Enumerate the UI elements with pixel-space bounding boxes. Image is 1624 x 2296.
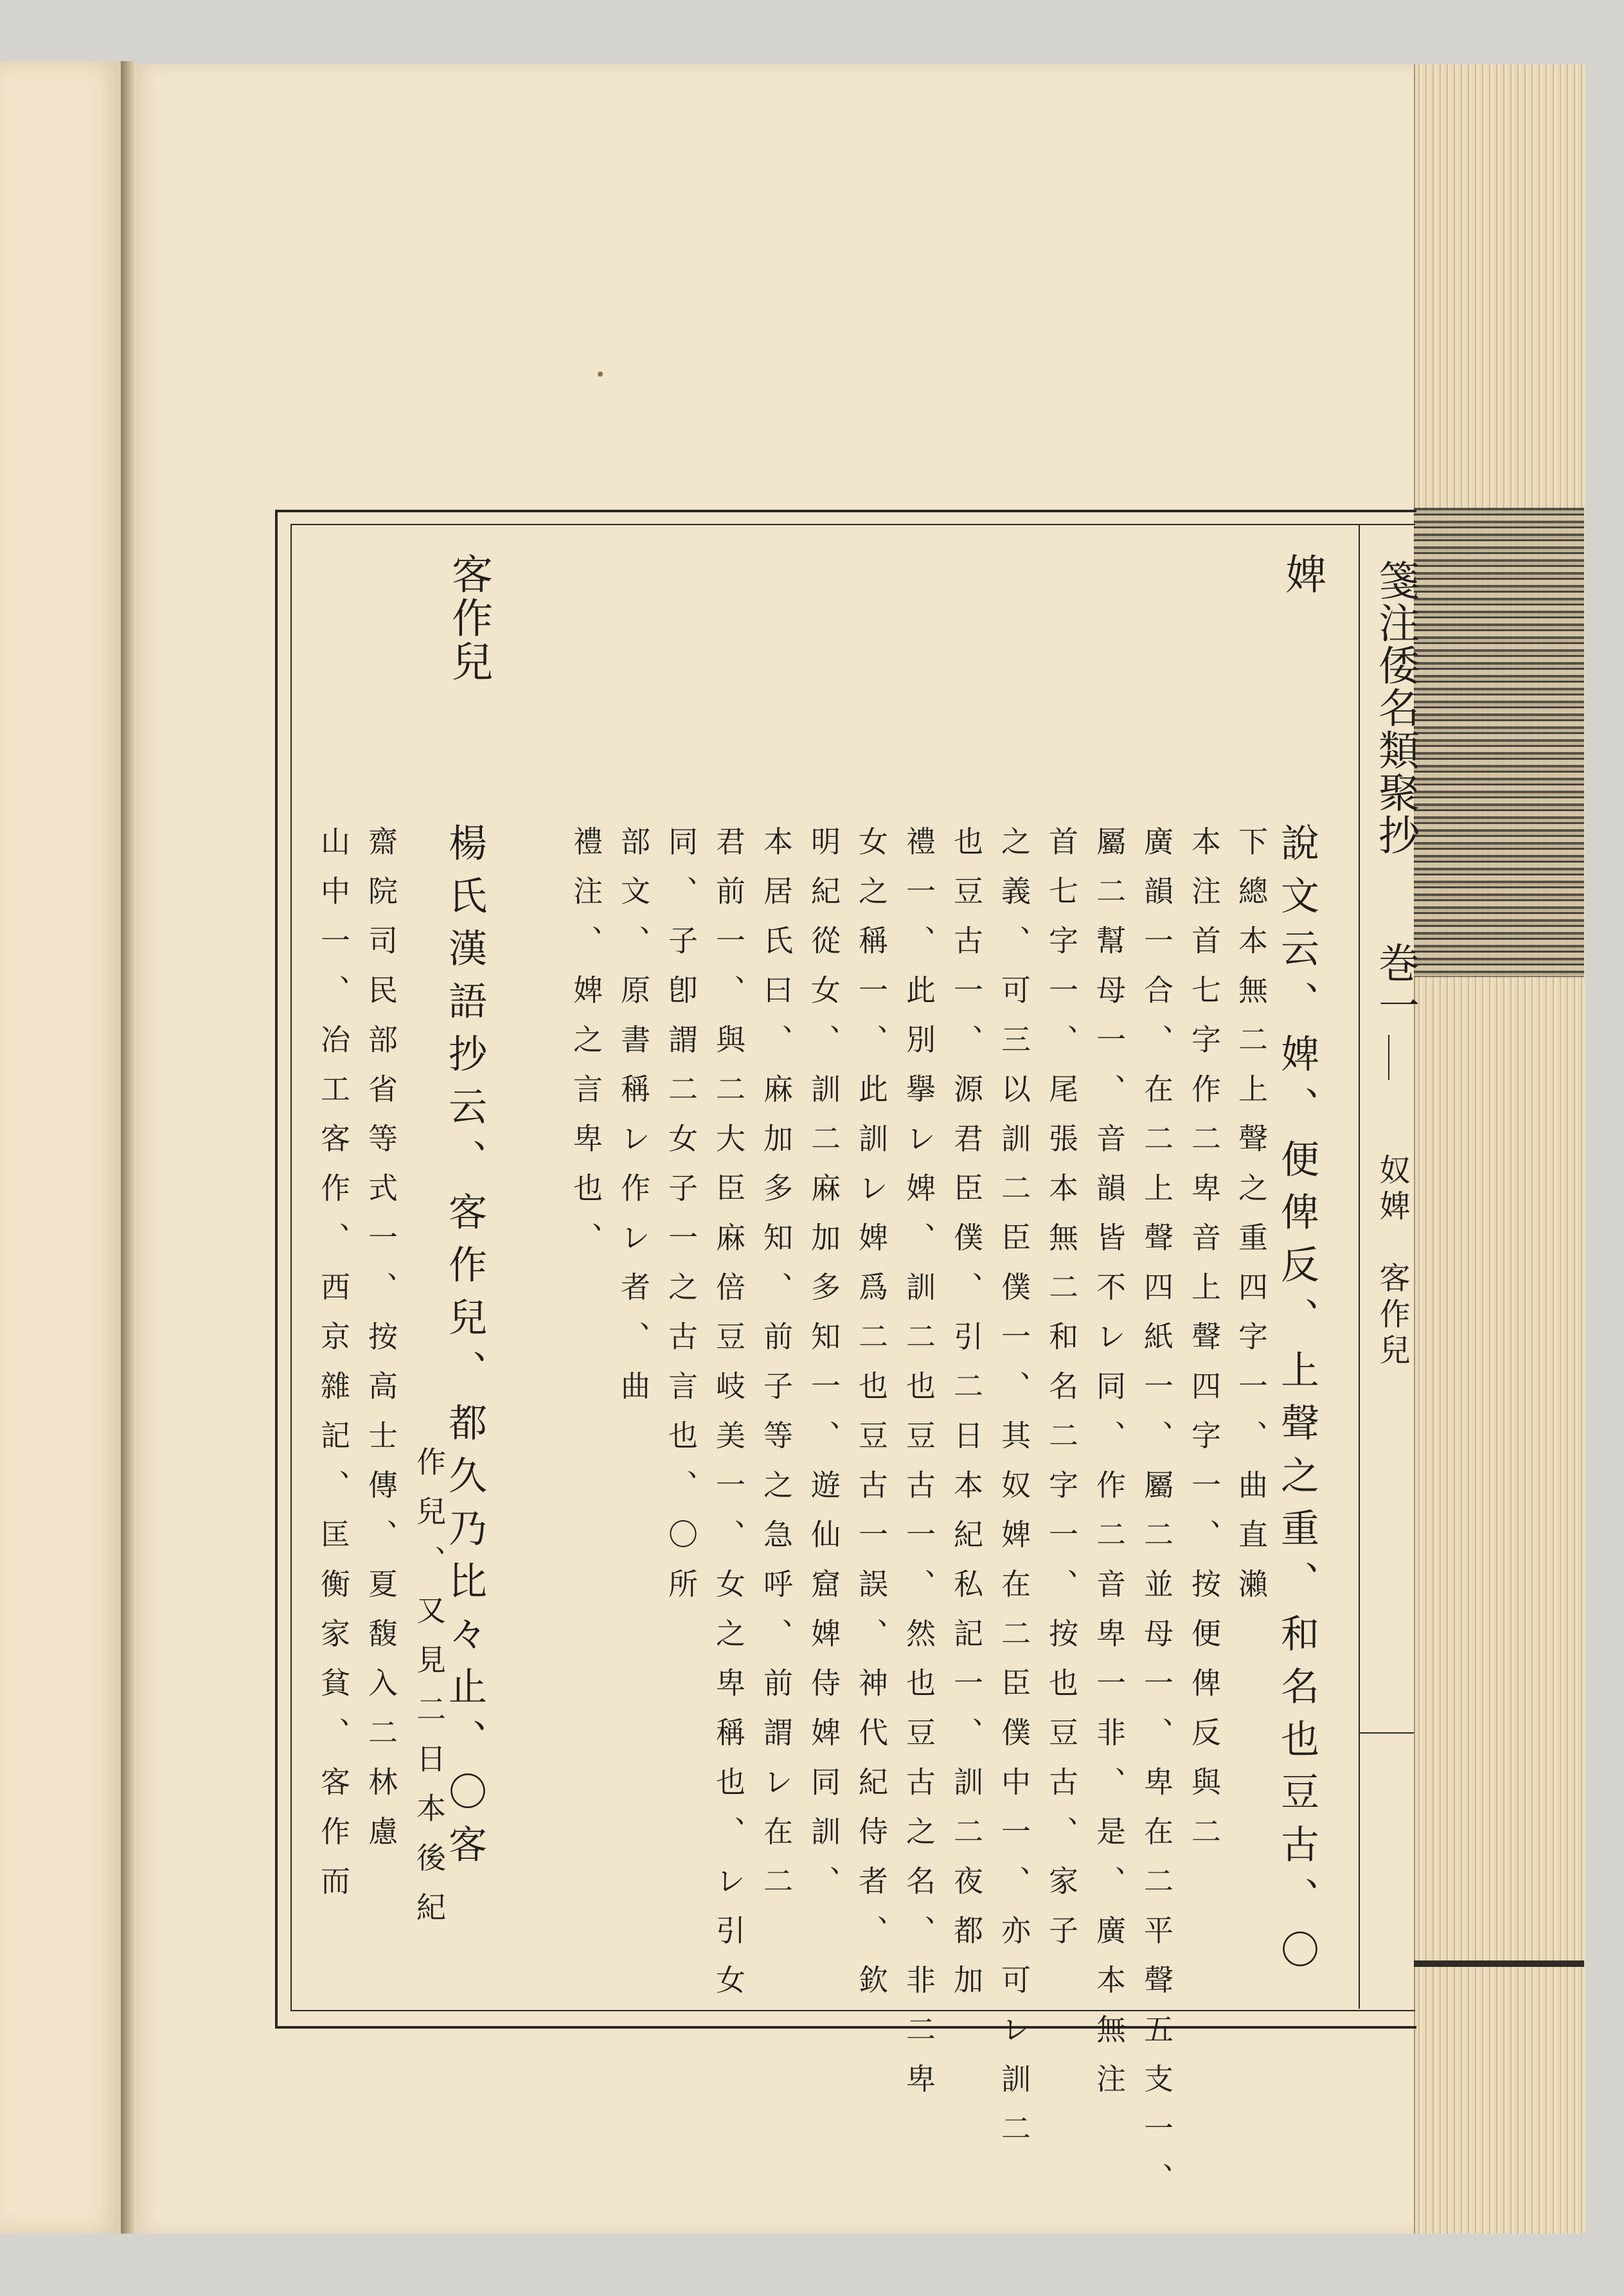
- entry-line: 禮注、婢之言卑也、: [569, 826, 603, 1271]
- page-edges: [1414, 64, 1585, 2234]
- paper-speck: [598, 372, 603, 377]
- entry-line: 屬二幫母一、音韻皆不レ同、作二音卑一非、是、廣本無注: [1092, 826, 1127, 2113]
- volume-label: 巻一: [1371, 942, 1419, 1027]
- book-gutter: [121, 61, 136, 2234]
- entry-line: 同、子卽謂二女子一之古言也、〇所: [664, 826, 699, 1618]
- headword-kakusaku: 客作兒: [445, 553, 492, 684]
- entry-line: 之義、可三以訓二臣僕一、其奴婢在二臣僕中一、亦可レ訓二: [997, 826, 1031, 2162]
- entry-line: 說文云、婢、便俾反、上聲之重、和名也豆古、〇: [1274, 823, 1319, 1982]
- entry-line: 禮一、此別擧レ婢、訓二也豆古一、然也豆古之名、非二卑: [902, 826, 936, 2113]
- book-title: 箋注倭名類聚抄: [1371, 559, 1419, 856]
- headword-bi: 婢: [1278, 553, 1326, 596]
- entry-line: 作兒、又見二日本後紀: [412, 1446, 447, 1941]
- title-band-rule: [1359, 524, 1360, 2009]
- entry-line: 齋院司民部省等式一、按高士傳、夏馥入二林慮: [364, 826, 398, 1865]
- entry-line: 明紀從女、訓二麻加多知一、遊仙窟婢侍婢同訓、: [807, 826, 841, 1915]
- entry-line: 山中一、冶工客作、西京雜記、匡衡家貧、客作而: [316, 826, 351, 1915]
- section-entries: 奴婢 客作兒: [1374, 1154, 1410, 1370]
- volume-dash: [1388, 1035, 1389, 1080]
- entry-line: 部文、原書稱レ作レ者、曲: [616, 826, 651, 1420]
- title-band-divider: [1359, 1732, 1414, 1734]
- entry-line: 本注首七字作二卑音上聲四字一、按便俾反與二: [1187, 826, 1222, 1865]
- entry-line: 也豆古一、源君臣僕、引二日本紀私記一、訓二夜都加: [949, 826, 984, 2014]
- entry-line: 首七字一、尾張本無二和名二字一、按也豆古、家子: [1044, 826, 1079, 1964]
- entry-line: 本居氏曰、麻加多知、前子等之急呼、前謂レ在二: [759, 826, 794, 1915]
- entry-line: 下總本無二上聲之重四字一、曲直瀨: [1234, 826, 1269, 1618]
- edge-bleed-rule: [1414, 1960, 1584, 1967]
- entry-line: 廣韻一合、在二上聲四紙一、屬二並母一、卑在二平聲五支一、: [1139, 826, 1174, 2212]
- entry-line: 楊氏漢語抄云、客作兒、都久乃比々止、〇客: [442, 823, 487, 1877]
- entry-line: 君前一、與二大臣麻倍豆岐美一、女之卑稱也、レ引女: [711, 826, 746, 2014]
- entry-line: 女之稱一、此訓レ婢爲二也豆古一誤、神代紀侍者、欽: [854, 826, 889, 2014]
- left-page: [0, 61, 122, 2234]
- edge-bleed-title: [1414, 508, 1584, 977]
